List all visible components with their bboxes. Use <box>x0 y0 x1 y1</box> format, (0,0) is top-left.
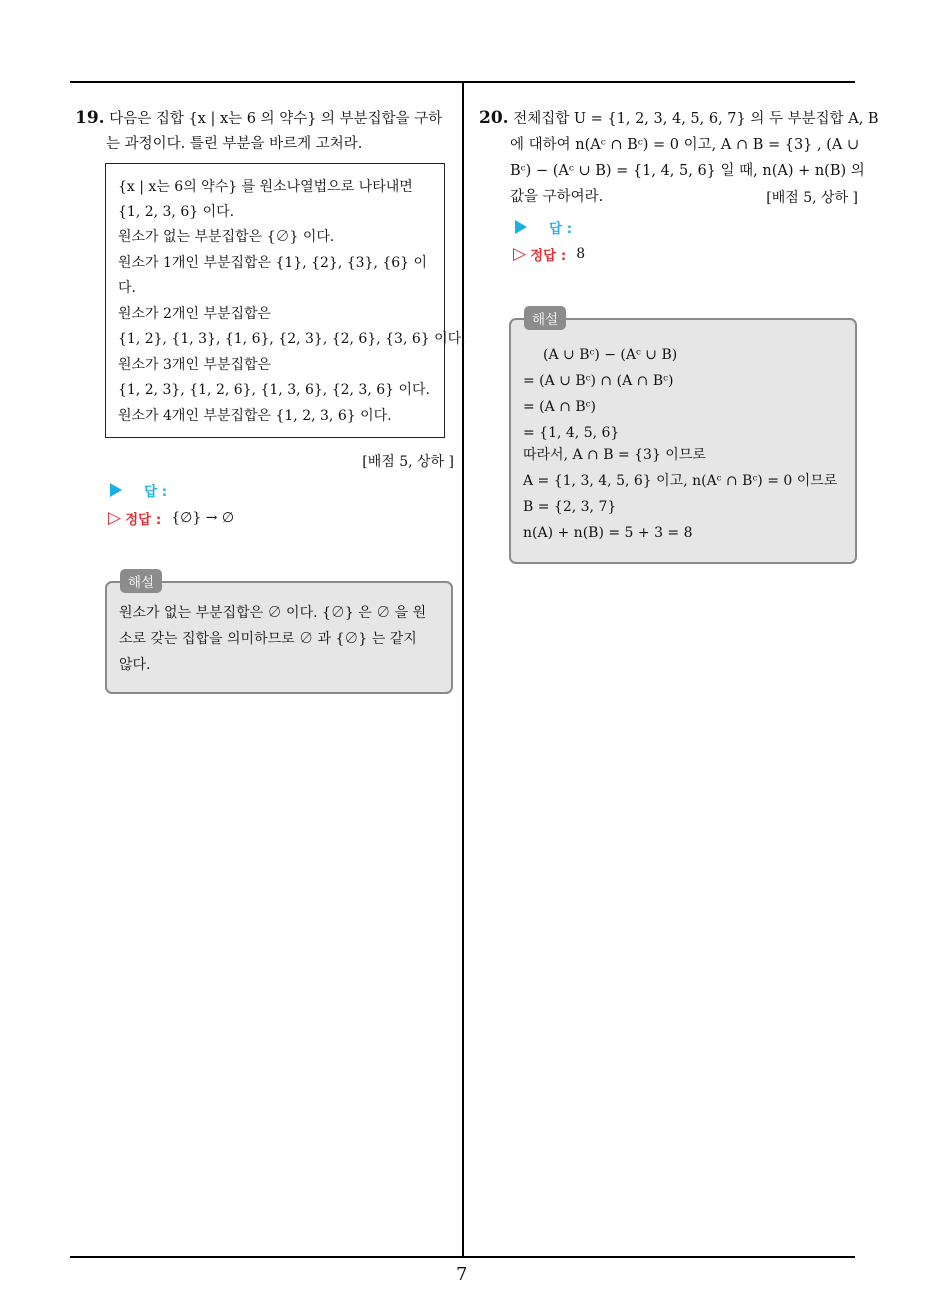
question-19 <box>0 0 466 1256</box>
solution-line: = (A ∩ Bᶜ) <box>523 399 596 415</box>
question-20-correct-row <box>513 244 585 264</box>
process-line: {1, 2, 3}, {1, 2, 6}, {1, 3, 6}, {2, 3, 6} 이다. <box>118 382 430 398</box>
process-line: 다. <box>118 280 136 296</box>
answer-label: 답 : <box>549 221 573 237</box>
question-20-stem-1: 전체집합 U = {1, 2, 3, 4, 5, 6, 7} 의 두 부분집합 A, B <box>513 111 879 127</box>
process-line: 원소가 1개인 부분집합은 {1}, {2}, {3}, {6} 이 <box>118 255 428 271</box>
answer-label: 답 : <box>144 484 168 500</box>
question-19-process-box <box>105 163 466 438</box>
correct-value: 8 <box>576 246 586 262</box>
question-19-correct-row <box>108 508 234 528</box>
question-20-solution-box <box>509 318 857 564</box>
question-20 <box>463 0 926 1256</box>
solution-line: B = {2, 3, 7} <box>523 499 617 515</box>
question-20-solution-tab: 해설 <box>524 306 566 330</box>
process-line: {1, 2, 3, 6} 이다. <box>118 204 235 220</box>
question-20-line-1 <box>479 109 879 128</box>
answer-arrow-icon <box>515 220 527 234</box>
process-line: {1, 2}, {1, 3}, {1, 6}, {2, 3}, {2, 6}, {3, 6} 이다. <box>118 331 466 347</box>
answer-arrow-icon <box>110 483 122 497</box>
process-line: 원소가 2개인 부분집합은 <box>118 306 272 322</box>
correct-arrow-icon: ▷ <box>108 508 122 528</box>
correct-label: 정답 : <box>125 512 162 528</box>
question-20-number: 20. <box>479 108 509 128</box>
solution-line: 따라서, A ∩ B = {3} 이므로 <box>523 447 706 463</box>
solution-line: 원소가 없는 부분집합은 ∅ 이다. {∅} 은 ∅ 을 원 <box>119 605 427 621</box>
process-line: 원소가 3개인 부분집합은 <box>118 357 272 373</box>
question-19-stem-2: 는 과정이다. 틀린 부분을 바르게 고처라. <box>106 136 363 152</box>
question-19-number: 19. <box>75 108 105 128</box>
question-20-stem-2: 에 대하여 n(Aᶜ ∩ Bᶜ) = 0 이고, A ∩ B = {3} , (A ∪ <box>510 137 860 153</box>
solution-line: 않다. <box>119 657 151 673</box>
solution-line: = (A ∪ Bᶜ) ∩ (A ∩ Bᶜ) <box>523 373 674 389</box>
question-19-score: [배점 5, 상하 ] <box>362 454 454 470</box>
question-19-stem-1: 다음은 집합 {x | x는 6 의 약수} 의 부분집합을 구하 <box>109 111 443 127</box>
correct-label: 정답 : <box>530 248 567 264</box>
solution-line: (A ∪ Bᶜ) − (Aᶜ ∪ B) <box>543 347 678 363</box>
question-19-answer-row <box>110 480 167 500</box>
solution-line: A = {1, 3, 4, 5, 6} 이고, n(Aᶜ ∩ Bᶜ) = 0 이므로 <box>523 473 838 489</box>
question-19-line-1 <box>75 109 442 128</box>
page-number: 7 <box>456 1264 468 1285</box>
question-20-score: [배점 5, 상하 ] <box>766 190 858 206</box>
correct-value: {∅} → ∅ <box>171 510 235 526</box>
question-20-answer-row <box>515 217 572 237</box>
process-line: 원소가 없는 부분집합은 {∅} 이다. <box>118 229 335 245</box>
process-line: {x | x는 6의 약수} 를 원소나열법으로 나타내면 <box>118 179 413 195</box>
question-19-solution-box <box>105 581 453 694</box>
question-19-solution-tab: 해설 <box>120 569 162 593</box>
process-line: 원소가 4개인 부분집합은 {1, 2, 3, 6} 이다. <box>118 408 392 424</box>
question-20-stem-3: Bᶜ) − (Aᶜ ∪ B) = {1, 4, 5, 6} 일 때, n(A) + n(B) 의 <box>510 163 865 179</box>
correct-arrow-icon: ▷ <box>513 244 527 264</box>
question-20-stem-4: 값을 구하여라. <box>510 189 604 205</box>
solution-line: = {1, 4, 5, 6} <box>523 425 620 441</box>
solution-line: n(A) + n(B) = 5 + 3 = 8 <box>523 525 693 541</box>
bottom-rule <box>70 1256 855 1258</box>
solution-line: 소로 갖는 집합을 의미하므로 ∅ 과 {∅} 는 같지 <box>119 631 417 647</box>
